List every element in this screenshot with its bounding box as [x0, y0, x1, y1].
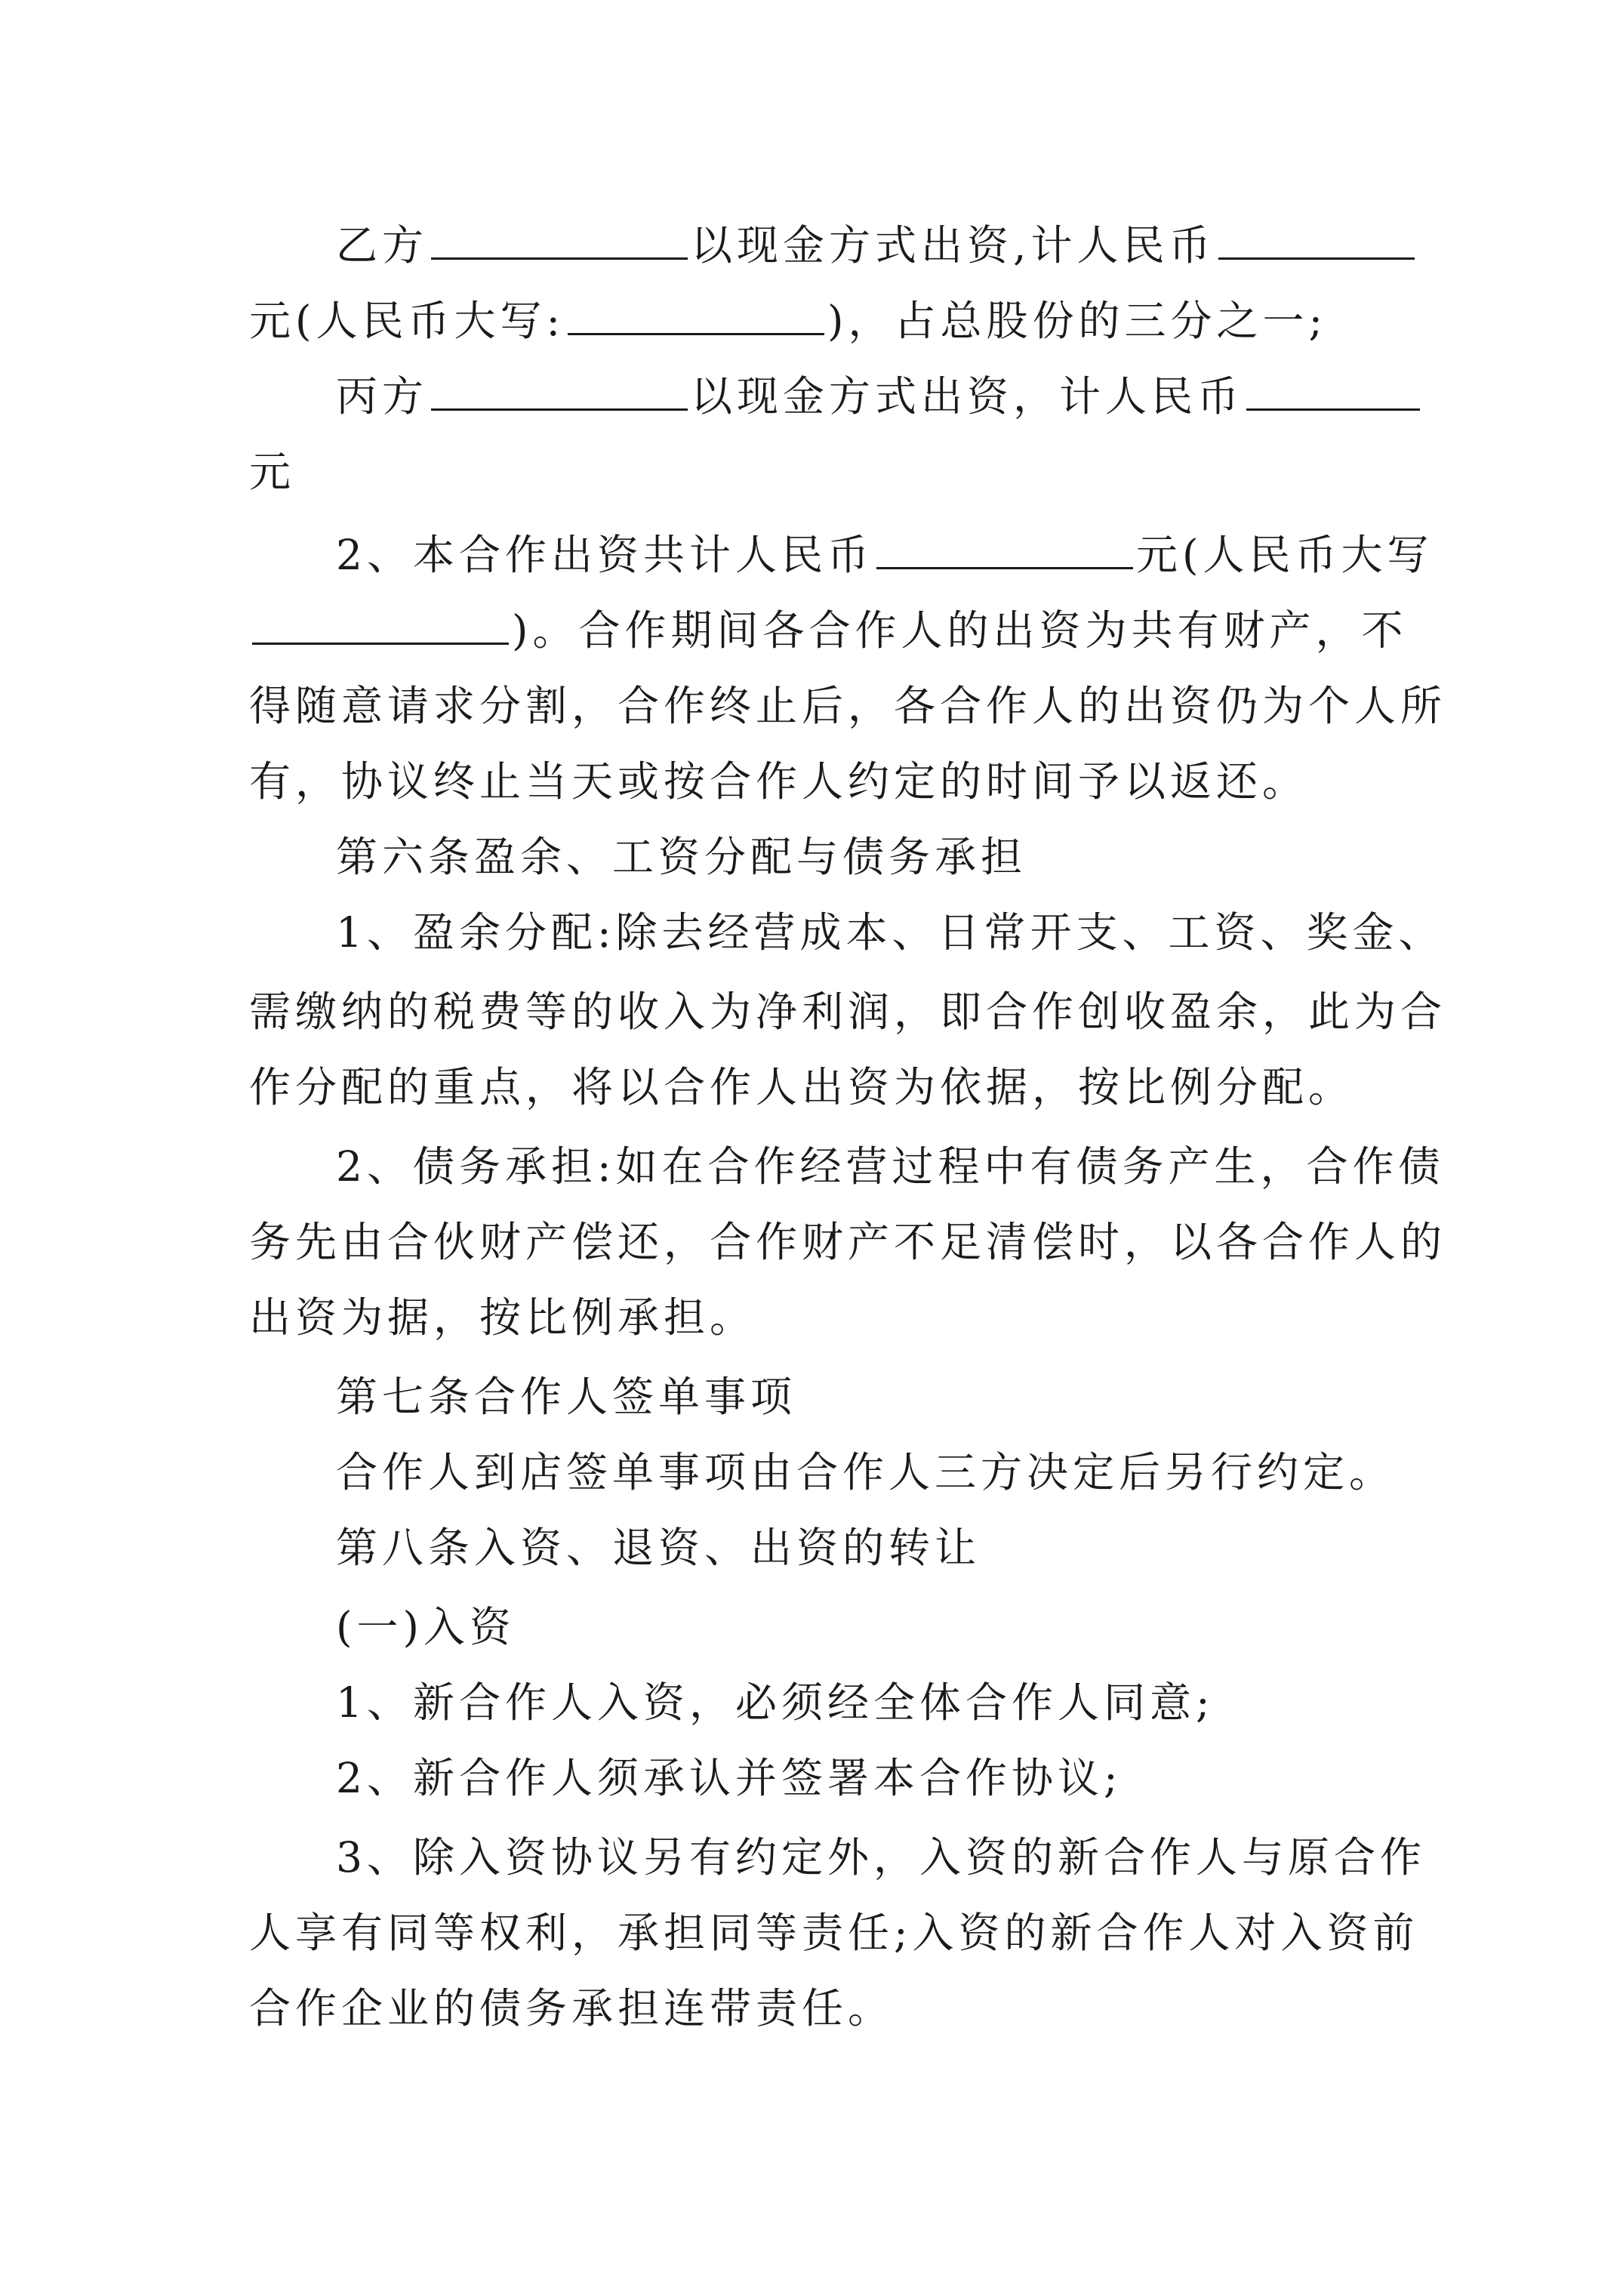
text-line	[249, 279, 1412, 362]
section-heading: 第八条入资、退资、出资的转让	[336, 1524, 981, 1572]
text-segment: 丙方	[336, 372, 429, 421]
text-line: 合作企业的债务承担连带责任。	[249, 1984, 895, 2032]
text-line: 2、新合作人须承认并签署本合作协议;	[336, 1754, 1123, 1802]
section-heading: 第七条合作人签单事项	[336, 1373, 797, 1421]
text-line: 1、新合作人入资，必须经全体合作人同意;	[336, 1678, 1215, 1727]
text-line: 需缴纳的税费等的收入为净利润，即合作创收盈余，此为合	[249, 988, 1447, 1036]
text-line: 务先由合伙财产偿还，合作财产不足清偿时，以各合作人的	[249, 1218, 1447, 1266]
subsection-heading: (一)入资	[336, 1603, 516, 1651]
text-segment: 2、本合作出资共计人民币	[336, 531, 873, 579]
text-line	[336, 204, 1498, 287]
blank-field	[1218, 211, 1415, 260]
text-line: 人享有同等权利，承担同等责任;入资的新合作人对入资前	[249, 1909, 1419, 1957]
section-heading: 第六条盈余、工资分配与债务承担	[336, 833, 1027, 881]
text-line	[249, 589, 1412, 672]
blank-field	[568, 286, 824, 335]
text-line: 元	[249, 448, 296, 496]
text-segment: 元(人民币大写:	[249, 297, 565, 345]
text-line	[336, 355, 1498, 438]
text-line: 2、债务承担:如在合作经营过程中有债务产生，合作债	[336, 1142, 1445, 1191]
blank-field	[252, 596, 509, 645]
text-line	[336, 513, 1498, 596]
blank-field	[431, 211, 688, 260]
blank-field	[876, 520, 1133, 569]
text-segment: 乙方	[336, 221, 429, 270]
text-segment: 以现金方式出资,计人民币	[691, 221, 1215, 270]
text-segment: 以现金方式出资，计人民币	[691, 372, 1244, 421]
text-line: 1、盈余分配:除去经营成本、日常开支、工资、奖金、	[336, 908, 1445, 957]
text-segment: )，占总股份的三分之一;	[827, 297, 1327, 345]
text-line: 作分配的重点，将以合作人出资为依据，按比例分配。	[249, 1063, 1355, 1111]
blank-field	[1246, 362, 1420, 411]
text-segment: 元(人民币大写	[1136, 531, 1434, 579]
text-line: 得随意请求分割，合作终止后，各合作人的出资仍为个人所	[249, 682, 1447, 730]
text-line: 有，协议终止当天或按合作人约定的时间予以返还。	[249, 757, 1309, 806]
text-line: 3、除入资协议另有约定外，入资的新合作人与原合作	[336, 1833, 1426, 1881]
text-segment: )。合作期间各合作人的出资为共有财产，不	[512, 606, 1408, 655]
blank-field	[431, 362, 688, 411]
text-line: 出资为据，按比例承担。	[249, 1293, 756, 1342]
text-line: 合作人到店签单事项由合作人三方决定后另行约定。	[336, 1448, 1396, 1496]
